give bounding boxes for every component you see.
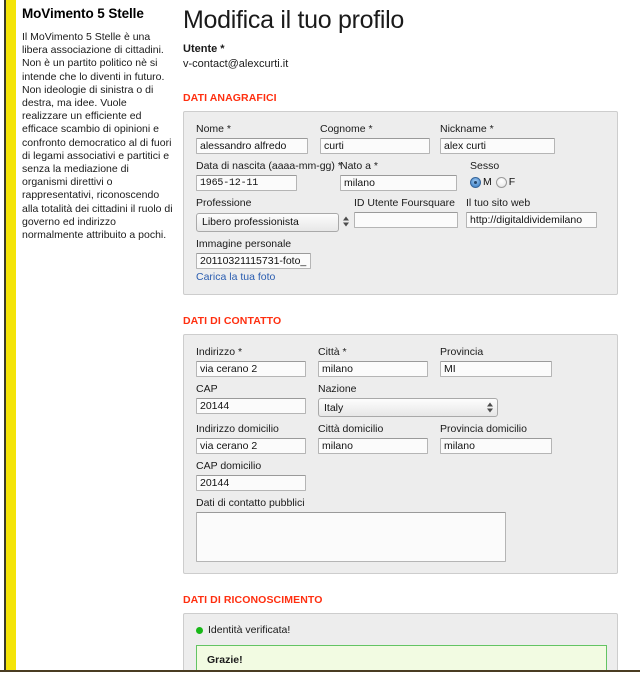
label-citta: Città * [318, 345, 347, 358]
radio-f-icon[interactable] [496, 177, 507, 188]
select-wrap-nazione [318, 398, 498, 418]
field-nazione [318, 382, 498, 418]
field-citta-domicilio [318, 422, 440, 454]
label-indirizzo: Indirizzo * [196, 345, 243, 358]
page-title: Modifica il tuo profilo [183, 6, 404, 34]
field-cap-domicilio [196, 459, 306, 491]
field-nato-a [340, 159, 470, 191]
row-indirizzo-citta-provincia [196, 345, 605, 377]
field-cap [196, 382, 318, 414]
field-nickname [440, 122, 570, 154]
row-nome-cognome-nickname [196, 122, 605, 154]
radio-m-icon[interactable] [470, 177, 481, 188]
select-nazione[interactable] [318, 398, 498, 417]
label-sito-web: Il tuo sito web [466, 197, 531, 209]
select-wrap-professione [196, 212, 354, 232]
input-citta[interactable] [318, 361, 428, 377]
field-sito-web [466, 196, 597, 228]
fieldset-anagrafici [183, 111, 618, 295]
label-nome: Nome * [196, 123, 232, 135]
input-cognome[interactable] [320, 138, 430, 154]
radio-option-m[interactable] [470, 176, 492, 188]
label-nickname: Nickname * [440, 123, 494, 135]
field-indirizzo [196, 345, 318, 377]
user-value: v-contact@alexcurti.it [183, 58, 289, 70]
input-provincia[interactable] [440, 361, 552, 377]
label-cap-domicilio: CAP domicilio [196, 460, 262, 472]
input-cap[interactable] [196, 398, 306, 414]
input-nome[interactable] [196, 138, 308, 154]
field-provincia-domicilio [440, 422, 552, 454]
label-immagine: Immagine personale [196, 237, 292, 250]
input-immagine[interactable] [196, 253, 311, 269]
field-dati-pubblici [196, 496, 506, 562]
main-content [183, 0, 640, 670]
chevron-updown-icon [341, 215, 350, 228]
label-indirizzo-domicilio: Indirizzo domicilio [196, 423, 279, 435]
row-cap-domicilio [196, 459, 605, 491]
label-cap: CAP [196, 382, 218, 395]
input-provincia-domicilio[interactable] [440, 438, 552, 454]
user-field-block [183, 42, 620, 72]
user-label: Utente * [183, 43, 225, 55]
label-citta-domicilio: Città domicilio [318, 423, 384, 435]
field-cognome [320, 122, 440, 154]
label-nato-a: Nato a * [340, 160, 378, 172]
label-foursquare: ID Utente Foursquare [354, 197, 455, 209]
field-foursquare [354, 196, 466, 228]
identity-verified-text: Identità verificata! [208, 624, 291, 636]
row-dati-pubblici [196, 496, 605, 562]
row-cap-nazione [196, 382, 605, 418]
select-professione[interactable] [196, 213, 339, 232]
input-citta-domicilio[interactable] [318, 438, 428, 454]
input-nickname[interactable] [440, 138, 555, 154]
row-professione-foursquare-sito [196, 196, 605, 232]
thank-you-title: Grazie! [207, 654, 243, 666]
radio-option-f[interactable] [496, 176, 515, 188]
input-sito-web[interactable] [466, 212, 597, 228]
sidebar-title: MoVimento 5 Stelle [22, 6, 144, 21]
field-immagine [196, 237, 311, 283]
label-nazione: Nazione [318, 382, 357, 395]
section-title-riconoscimento: DATI DI RICONOSCIMENTO [183, 594, 323, 606]
input-nato-a[interactable] [340, 175, 457, 191]
input-indirizzo-domicilio[interactable] [196, 438, 306, 454]
section-title-anagrafici: DATI ANAGRAFICI [183, 92, 277, 104]
field-indirizzo-domicilio [196, 422, 318, 454]
label-sesso: Sesso [470, 160, 500, 172]
field-sesso [470, 159, 515, 188]
textarea-dati-pubblici[interactable] [196, 512, 506, 562]
row-immagine [196, 237, 605, 283]
left-rail-yellow-stripe [6, 0, 16, 670]
field-data-nascita [196, 159, 340, 191]
upload-photo-link[interactable]: Carica la tua foto [196, 270, 276, 283]
status-dot-icon [196, 627, 203, 634]
fieldset-riconoscimento [183, 613, 618, 674]
identity-verified-row [196, 624, 605, 636]
field-professione [196, 196, 354, 232]
field-provincia [440, 345, 552, 377]
radio-m-label: M [483, 176, 492, 188]
sidebar [22, 6, 174, 242]
label-data-nascita: Data di nascita (aaaa-mm-gg) * [196, 160, 342, 172]
radio-group-sesso [470, 175, 515, 188]
fieldset-contatto [183, 334, 618, 575]
field-nome [196, 122, 320, 154]
input-data-nascita[interactable] [196, 175, 297, 191]
input-foursquare[interactable] [354, 212, 458, 228]
input-cap-domicilio[interactable] [196, 475, 306, 491]
section-title-contatto: DATI DI CONTATTO [183, 314, 282, 327]
label-professione: Professione [196, 197, 252, 209]
row-nascita-nato-sesso [196, 159, 605, 191]
field-citta [318, 345, 440, 377]
label-provincia-domicilio: Provincia domicilio [440, 423, 527, 435]
label-dati-pubblici: Dati di contatto pubblici [196, 497, 305, 509]
sidebar-description: Il MoVimento 5 Stelle è una libera associazione di cittadini. Non è un partito politico nè si intende che lo diventi in futuro. Non ideologie di sinistra o di destra, ma idee. Vuole realizzare un efficiente ed efficace scambio di opinioni e confronto democratico al di fuori di legami associativi e partitici e senza la mediazione di organismi direttivi o rappresentativi, riconoscendo alla totalità dei cittadini il ruolo di governo ed indirizzo normalmente attribuito a pochi. [22, 31, 173, 242]
radio-f-label: F [508, 176, 516, 188]
row-domicilio [196, 422, 605, 454]
label-cognome: Cognome * [320, 123, 373, 135]
label-provincia: Provincia [440, 345, 484, 358]
input-indirizzo[interactable] [196, 361, 306, 377]
